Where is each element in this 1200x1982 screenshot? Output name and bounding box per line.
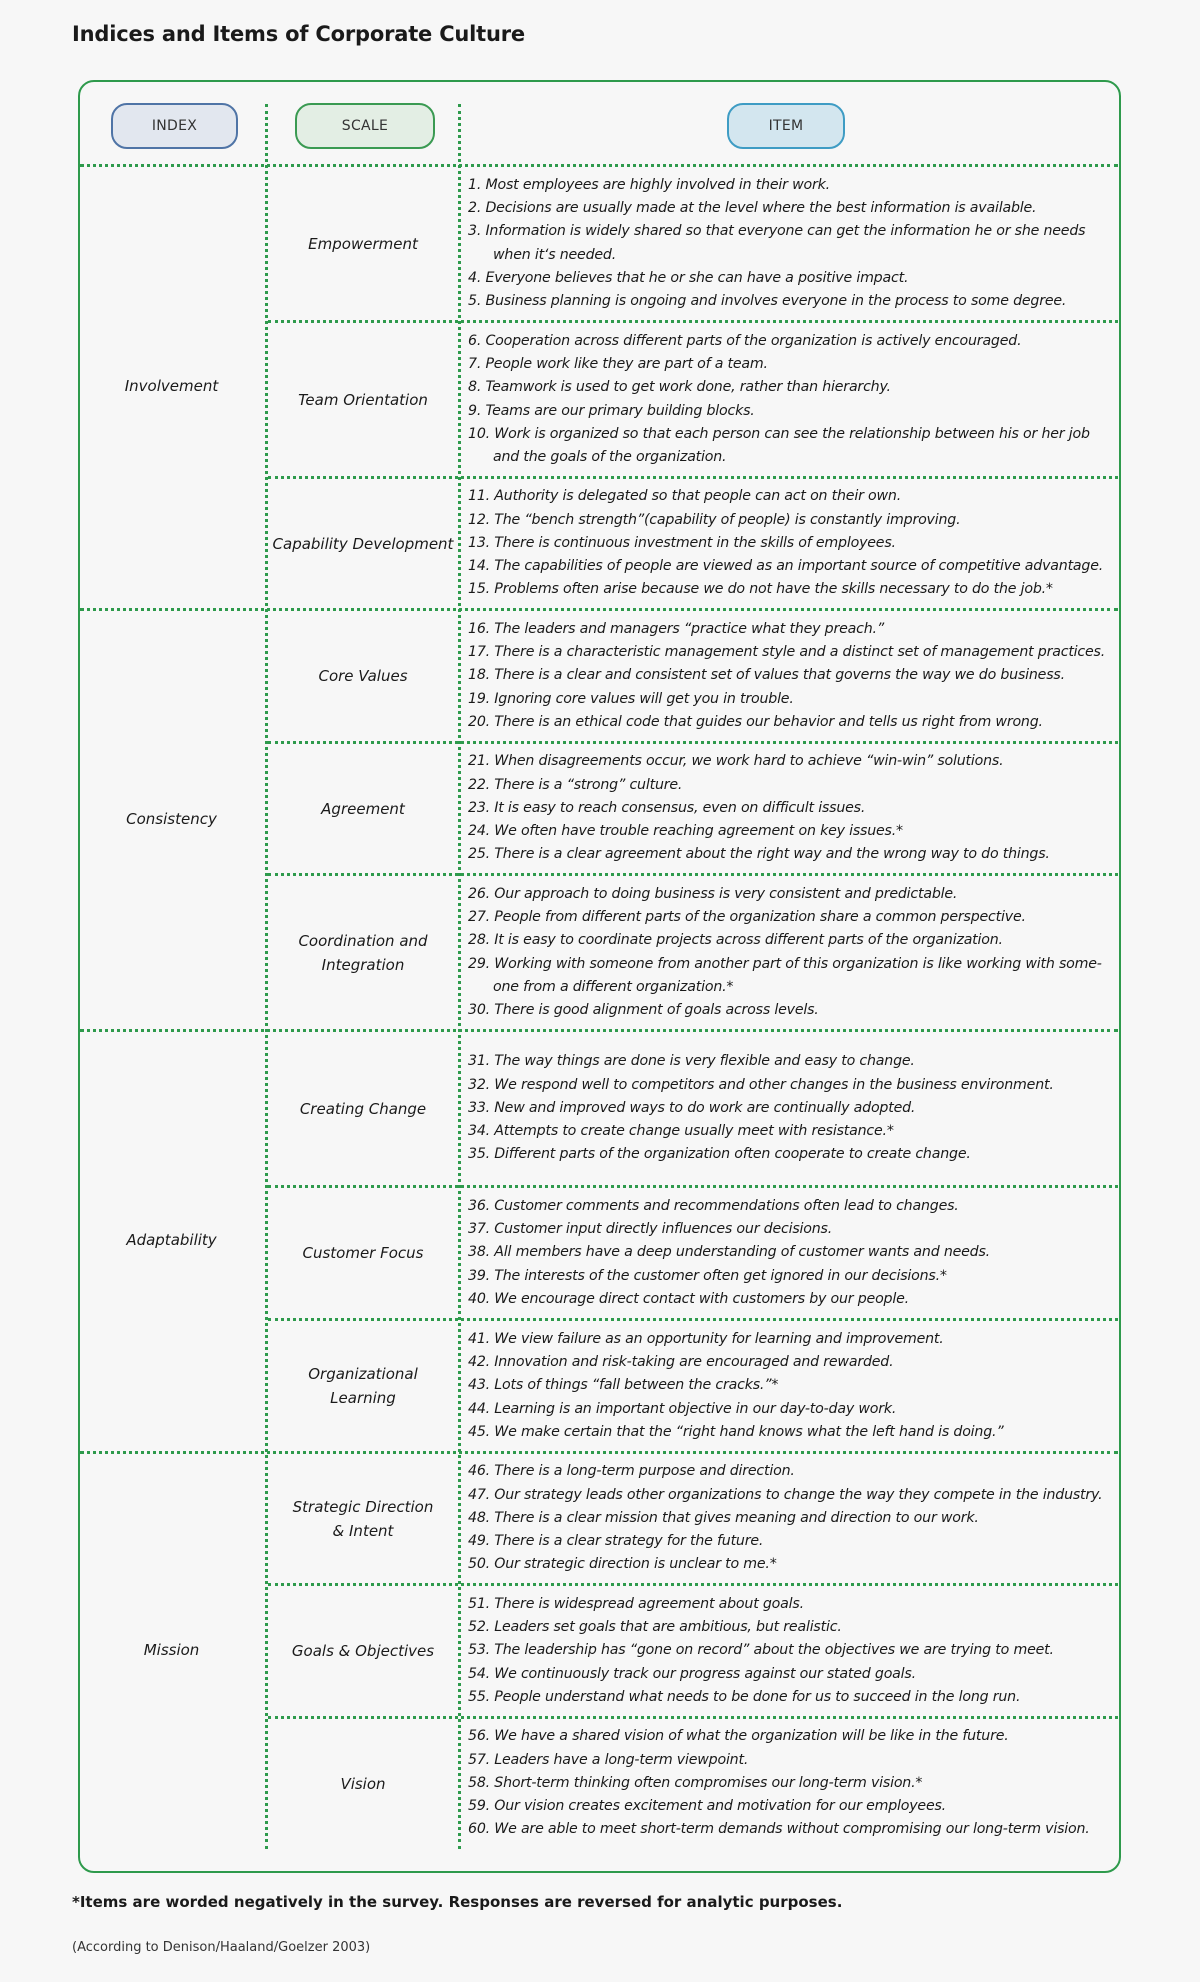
- scale-name: Agreement: [321, 799, 405, 818]
- item-list: [468, 479, 1113, 608]
- list-item: 28. It is easy to coordinate projects across different parts of the organization.: [468, 932, 1003, 949]
- list-item: 31. The way things are done is very flexible and easy to change.: [468, 1053, 915, 1070]
- list-item: 49. There is a clear strategy for the future.: [468, 1533, 764, 1550]
- item-list: [468, 1454, 1113, 1583]
- index-label: [80, 1451, 263, 1848]
- list-item: 1. Most employees are highly involved in their work.: [468, 176, 830, 193]
- list-item: 10. Work is organized so that each person can see the relationship between his or her job and the goals of the organization.: [468, 425, 1090, 466]
- list-item: 11. Authority is delegated so that people can act on their own.: [468, 488, 902, 505]
- scale-name: Vision: [340, 1774, 386, 1793]
- list-item: 14. The capabilities of people are viewed as an important source of competitive advantage.: [468, 558, 1104, 575]
- list-item: 35. Different parts of the organization often cooperate to create change.: [468, 1146, 971, 1163]
- list-item: 17. There is a characteristic management style and a distinct set of management practices.: [468, 644, 1106, 661]
- item-list: [468, 611, 1113, 741]
- scale-name: Organizational Learning: [308, 1365, 418, 1407]
- list-item: 39. The interests of the customer often get ignored in our decisions.*: [468, 1267, 947, 1284]
- item-list: [468, 876, 1113, 1029]
- list-item: 27. People from different parts of the organization share a common perspective.: [468, 908, 1026, 925]
- list-item: 50. Our strategic direction is unclear to me.*: [468, 1556, 777, 1573]
- list-item: 5. Business planning is ongoing and involves everyone in the process to some degree.: [468, 293, 1067, 310]
- scale-label: [268, 1032, 458, 1185]
- scale-label: [268, 611, 458, 741]
- list-item: 45. We make certain that the “right hand knows what the left hand is doing.”: [468, 1423, 1004, 1440]
- item-list: [468, 1032, 1113, 1185]
- list-item: 59. Our vision creates excitement and motivation for our employees.: [468, 1798, 946, 1815]
- list-item: 21. When disagreements occur, we work hard to achieve “win-win” solutions.: [468, 753, 1004, 770]
- list-item: 2. Decisions are usually made at the level where the best information is available.: [468, 199, 1037, 216]
- scale-name: Capability Development: [272, 534, 454, 553]
- index-label: [80, 164, 263, 608]
- list-item: 58. Short-term thinking often compromises our long-term vision.*: [468, 1774, 923, 1791]
- source-citation: (According to Denison/Haaland/Goelzer 2003): [72, 1940, 371, 1955]
- list-item: 6. Cooperation across different parts of the organization is actively encouraged.: [468, 332, 1022, 349]
- list-item: 42. Innovation and risk-taking are encouraged and rewarded.: [468, 1354, 894, 1371]
- index-name: Mission: [143, 1640, 200, 1659]
- scale-label: [268, 1586, 458, 1716]
- scale-label: [268, 744, 458, 873]
- index-label: [80, 1029, 263, 1451]
- list-item: 38. All members have a deep understanding of customer wants and needs.: [468, 1244, 990, 1261]
- scale-label: [268, 479, 458, 608]
- item-list: [468, 1321, 1113, 1451]
- list-item: 32. We respond well to competitors and other changes in the business environment.: [468, 1076, 1054, 1093]
- list-item: 8. Teamwork is used to get work done, rather than hierarchy.: [468, 379, 891, 396]
- list-item: 20. There is an ethical code that guides our behavior and tells us right from wrong.: [468, 713, 1043, 730]
- index-label: [80, 608, 263, 1029]
- column-divider-scale: [458, 104, 461, 1849]
- scale-label: [268, 876, 458, 1029]
- index-name: Adaptability: [126, 1231, 217, 1249]
- list-item: 25. There is a clear agreement about the right way and the wrong way to do things.: [468, 846, 1050, 863]
- list-item: 56. We have a shared vision of what the organization will be like in the future.: [468, 1728, 1009, 1745]
- item-list: [468, 167, 1113, 320]
- list-item: 60. We are able to meet short-term demands without compromising our long-term vision.: [468, 1821, 1090, 1838]
- list-item: 43. Lots of things “fall between the cracks.”*: [468, 1377, 779, 1394]
- list-item: 18. There is a clear and consistent set of values that governs the way we do business.: [468, 667, 1065, 684]
- list-item: 54. We continuously track our progress against our stated goals.: [468, 1665, 916, 1682]
- scale-name: Core Values: [318, 667, 408, 685]
- list-item: 36. Customer comments and recommendations often lead to changes.: [468, 1197, 959, 1214]
- list-item: 37. Customer input directly influences our decisions.: [468, 1221, 833, 1238]
- list-item: 44. Learning is an important objective in our day-to-day work.: [468, 1400, 897, 1417]
- list-item: 26. Our approach to doing business is very consistent and predictable.: [468, 885, 958, 902]
- list-item: 53. The leadership has “gone on record” about the objectives we are trying to meet.: [468, 1642, 1054, 1659]
- list-item: 3. Information is widely shared so that everyone can get the information he or she needs when it‘s needed.: [468, 223, 1086, 263]
- list-item: 15. Problems often arise because we do not have the skills necessary to do the job.*: [468, 581, 1053, 598]
- item-list: [468, 1586, 1113, 1716]
- list-item: 16. The leaders and managers “practice what they preach.”: [468, 620, 884, 637]
- list-item: 34. Attempts to create change usually meet with resistance.*: [468, 1123, 894, 1140]
- item-list: [468, 323, 1113, 476]
- footnote: *Items are worded negatively in the survey. Responses are reversed for analytic purposes.: [72, 1893, 843, 1911]
- scale-label: [268, 1321, 458, 1451]
- scale-name: Goals & Objectives: [291, 1642, 435, 1660]
- list-item: 19. Ignoring core values will get you in trouble.: [468, 690, 794, 707]
- scale-label: [268, 1719, 458, 1848]
- header-index: INDEX: [111, 103, 238, 149]
- list-item: 48. There is a clear mission that gives meaning and direction to our work.: [468, 1509, 979, 1526]
- item-list: [468, 744, 1113, 873]
- list-item: 22. There is a “strong” culture.: [468, 776, 683, 793]
- scale-name: Empowerment: [308, 234, 418, 253]
- index-name: Consistency: [126, 809, 217, 828]
- page-title: Indices and Items of Corporate Culture: [72, 22, 525, 46]
- list-item: 24. We often have trouble reaching agreement on key issues.*: [468, 823, 903, 840]
- list-item: 57. Leaders have a long-term viewpoint.: [468, 1751, 749, 1768]
- scale-name: Team Orientation: [298, 390, 428, 409]
- scale-label: [268, 1454, 458, 1583]
- list-item: 33. New and improved ways to do work are continually adopted.: [468, 1099, 916, 1116]
- list-item: 29. Working with someone from another part of this organization is like working with some-one from a different organization.*: [468, 955, 1102, 995]
- scale-name: Coordination and Integration: [298, 931, 428, 974]
- item-list: [468, 1188, 1113, 1318]
- scale-name: Customer Focus: [302, 1244, 424, 1262]
- list-item: 30. There is good alignment of goals across levels.: [468, 1002, 819, 1019]
- scale-label: [268, 167, 458, 320]
- list-item: 51. There is widespread agreement about goals.: [468, 1595, 804, 1612]
- list-item: 55. People understand what needs to be done for us to succeed in the long run.: [468, 1688, 1021, 1705]
- header-scale: SCALE: [295, 103, 435, 149]
- list-item: 9. Teams are our primary building blocks.: [468, 402, 755, 419]
- header-item: ITEM: [727, 103, 845, 149]
- list-item: 41. We view failure as an opportunity for learning and improvement.: [468, 1330, 944, 1347]
- scale-name: Strategic Direction & Intent: [292, 1497, 434, 1540]
- list-item: 40. We encourage direct contact with customers by our people.: [468, 1290, 909, 1307]
- list-item: 47. Our strategy leads other organizations to change the way they compete in the industry.: [468, 1486, 1103, 1503]
- list-item: 12. The “bench strength”(capability of people) is constantly improving.: [468, 511, 961, 528]
- list-item: 13. There is continuous investment in the skills of employees.: [468, 534, 896, 551]
- list-item: 52. Leaders set goals that are ambitious, but realistic.: [468, 1619, 842, 1636]
- scale-name: Creating Change: [299, 1099, 427, 1118]
- list-item: 23. It is easy to reach consensus, even on difficult issues.: [468, 799, 866, 816]
- scale-label: [268, 1188, 458, 1318]
- item-list: [468, 1719, 1113, 1848]
- list-item: 4. Everyone believes that he or she can have a positive impact.: [468, 269, 909, 286]
- list-item: 7. People work like they are part of a team.: [468, 355, 768, 372]
- scale-label: [268, 323, 458, 476]
- list-item: 46. There is a long-term purpose and direction.: [468, 1463, 795, 1480]
- index-name: Involvement: [124, 377, 219, 395]
